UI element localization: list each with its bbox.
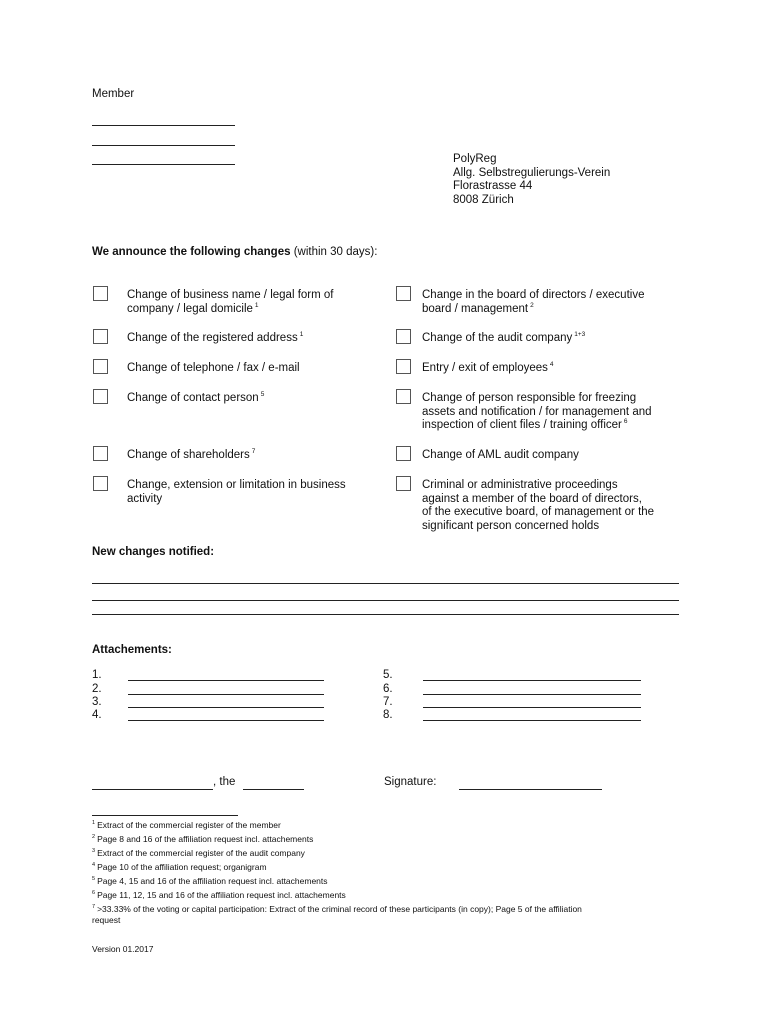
option-text: Change of telephone / fax / e-mail [127, 362, 300, 374]
footnote-ref: 5 [260, 391, 265, 399]
attachment-line-6[interactable] [423, 694, 641, 695]
option-contact-person [127, 392, 264, 406]
option-employees [422, 362, 554, 376]
option-audit-company [422, 332, 585, 346]
member-line-2[interactable] [92, 145, 235, 146]
footnote-ref: 1 [299, 331, 304, 339]
option-text: Change of shareholders [127, 449, 250, 461]
option-text: Change of the audit company [422, 332, 573, 344]
footnote-text: Page 8 and 16 of the affiliation request incl. attachements [97, 834, 314, 844]
checkbox-registered-address[interactable] [93, 329, 108, 344]
option-shareholders [127, 449, 255, 463]
option-text: Change of AML audit company [422, 449, 579, 461]
option-telephone [127, 362, 300, 376]
member-label: Member [92, 88, 135, 100]
attachment-line-1[interactable] [128, 680, 324, 681]
checkbox-business-activity[interactable] [93, 476, 108, 491]
footnote-num: 2 [92, 834, 96, 841]
date-separator: , the [213, 776, 236, 788]
option-text: inspection of client files / training officer [422, 419, 622, 431]
checkbox-contact-person[interactable] [93, 389, 108, 404]
attachment-number: 1. [92, 669, 102, 681]
signature-label: Signature: [384, 776, 437, 788]
new-changes-line-2[interactable] [92, 600, 679, 601]
option-text: Change of the registered address [127, 332, 298, 344]
footnote-num: 6 [92, 890, 96, 897]
option-text: Criminal or administrative proceedings [422, 479, 618, 491]
option-text: against a member of the board of directors, [422, 492, 642, 505]
checkbox-aml-audit[interactable] [396, 446, 411, 461]
member-line-1[interactable] [92, 125, 235, 126]
checkbox-business-name[interactable] [93, 286, 108, 301]
footnote-ref: 6 [623, 418, 628, 426]
option-text: Change of business name / legal form of [127, 289, 334, 301]
option-text: Change of contact person [127, 392, 259, 404]
footnote-num: 7 [92, 904, 96, 911]
option-text: company / legal domicile [127, 302, 253, 315]
attachments-heading: Attachements: [92, 644, 172, 656]
option-text: of the executive board, of management or the [422, 506, 655, 518]
footnote-text: Page 4, 15 and 16 of the affiliation request incl. attachements [97, 876, 328, 886]
footnote-3 [92, 848, 672, 859]
option-text: Change of person responsible for freezing [422, 392, 637, 404]
footnote-separator [92, 815, 238, 816]
attachment-number: 6. [383, 683, 393, 695]
attachment-number: 7. [383, 696, 393, 708]
footnote-num: 5 [92, 876, 96, 883]
option-text: Change in the board of directors / executive [422, 289, 645, 301]
footnote-ref: 1+3 [574, 331, 586, 339]
footnote-text: Extract of the commercial register of the audit company [97, 848, 305, 858]
footnote-text: Extract of the commercial register of the member [97, 820, 281, 830]
footnote-text: Page 10 of the affiliation request; organigram [97, 862, 267, 872]
option-responsible-person [422, 392, 652, 433]
attachment-line-7[interactable] [423, 707, 641, 708]
footnote-5 [92, 876, 672, 887]
footnote-2 [92, 834, 672, 845]
option-text: significant person concerned holds [422, 519, 600, 532]
announce-heading [92, 246, 377, 258]
checkbox-audit-company[interactable] [396, 329, 411, 344]
option-text: Entry / exit of employees [422, 362, 548, 374]
footnote-ref: 7 [251, 448, 256, 456]
new-changes-line-1[interactable] [92, 583, 679, 584]
footnote-num: 4 [92, 862, 96, 869]
footnote-text: Page 11, 12, 15 and 16 of the affiliation request incl. attachements [97, 890, 346, 900]
footnote-ref: 2 [530, 301, 534, 309]
attachment-number: 2. [92, 683, 102, 695]
checkbox-shareholders[interactable] [93, 446, 108, 461]
checkbox-responsible-person[interactable] [396, 389, 411, 404]
attachment-line-2[interactable] [128, 694, 324, 695]
attachment-number: 5. [383, 669, 393, 681]
option-business-activity [127, 479, 346, 506]
announce-normal: (within 30 days): [290, 246, 378, 258]
attachment-number: 4. [92, 709, 102, 721]
option-text: activity [127, 492, 163, 505]
attachment-line-5[interactable] [423, 680, 641, 681]
recipient-line-3: Florastrasse 44 [453, 180, 533, 192]
date-field[interactable] [243, 789, 304, 790]
checkbox-employees[interactable] [396, 359, 411, 374]
attachment-line-8[interactable] [423, 720, 641, 721]
option-proceedings [422, 479, 654, 533]
signature-field[interactable] [459, 789, 602, 790]
footnote-num: 3 [92, 848, 96, 855]
attachment-number: 3. [92, 696, 102, 708]
option-text: board / management [422, 302, 529, 315]
recipient-line-2: Allg. Selbstregulierungs-Verein [453, 166, 611, 179]
attachment-number: 8. [383, 709, 393, 721]
checkbox-telephone[interactable] [93, 359, 108, 374]
footnote-4 [92, 862, 672, 873]
attachment-line-3[interactable] [128, 707, 324, 708]
new-changes-heading: New changes notified: [92, 546, 215, 558]
footnote-text: request [92, 915, 121, 925]
footnote-7 [92, 904, 672, 926]
footnote-text: >33.33% of the voting or capital participation: Extract of the criminal record of these participants (in copy); Page 5 of the affiliation [97, 904, 582, 914]
recipient-address [453, 153, 610, 207]
footnote-num: 1 [92, 820, 96, 827]
option-registered-address [127, 332, 303, 346]
footnote-1 [92, 820, 672, 831]
checkbox-board-of-directors[interactable] [396, 286, 411, 301]
option-board-of-directors [422, 289, 644, 316]
option-business-name [127, 289, 333, 316]
new-changes-line-3[interactable] [92, 614, 679, 615]
option-text: assets and notification / for management and [422, 405, 652, 418]
version-label: Version 01.2017 [92, 944, 154, 954]
option-aml-audit [422, 449, 579, 463]
announce-bold: We announce the following changes [92, 246, 291, 258]
footnote-ref: 1 [254, 301, 259, 309]
member-line-3[interactable] [92, 164, 235, 165]
attachment-line-4[interactable] [128, 720, 324, 721]
option-text: Change, extension or limitation in business [127, 479, 346, 491]
recipient-line-4: 8008 Zürich [453, 193, 514, 206]
footnote-6 [92, 890, 672, 901]
recipient-line-1: PolyReg [453, 153, 497, 165]
checkbox-proceedings[interactable] [396, 476, 411, 491]
footnote-ref: 4 [549, 361, 554, 369]
place-field[interactable] [92, 789, 213, 790]
